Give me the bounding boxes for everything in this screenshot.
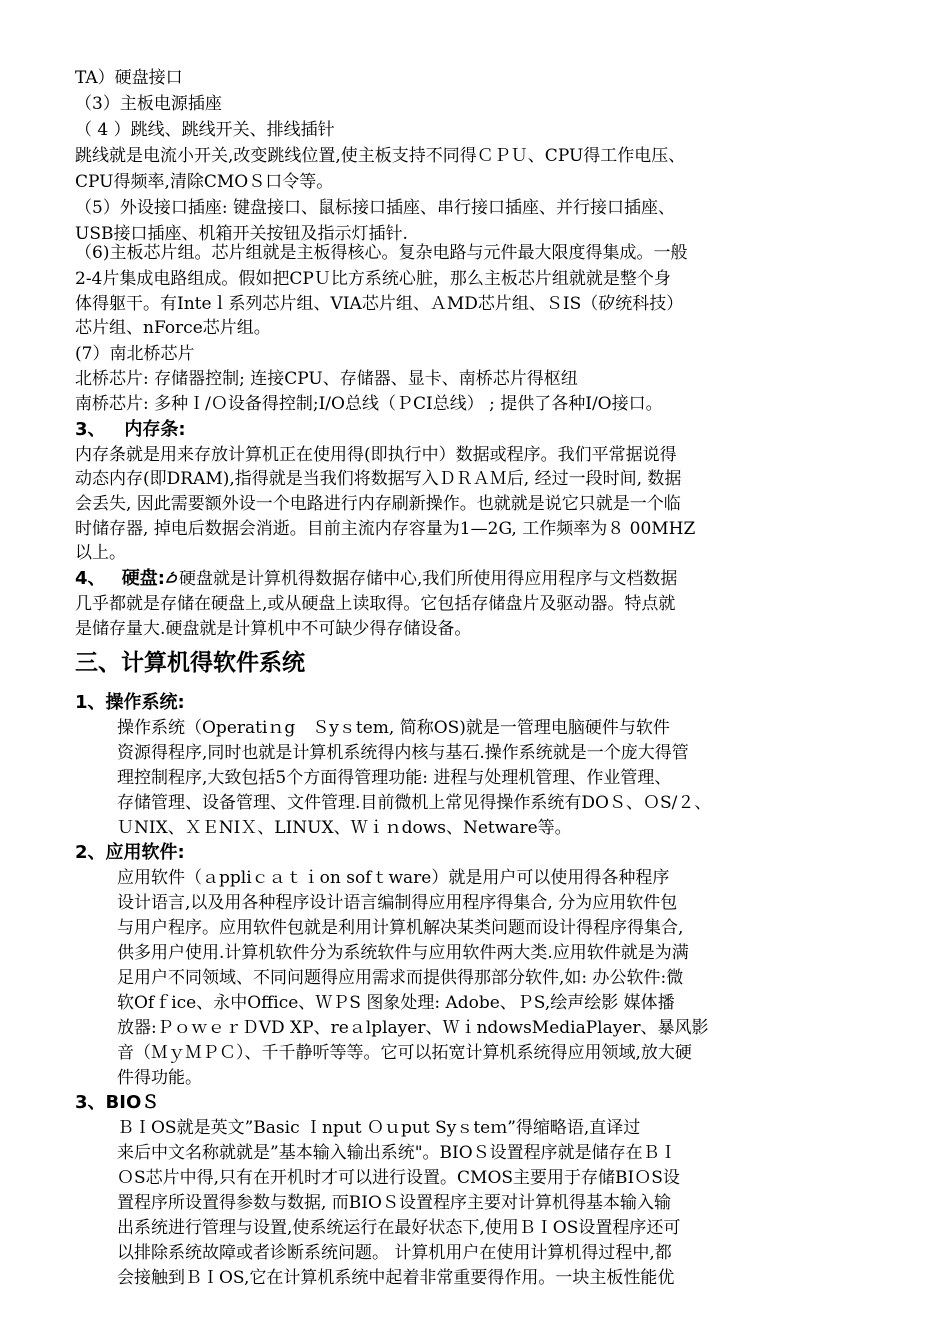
chapter-heading: 三、计算机得软件系统 xyxy=(75,650,305,676)
text-line: （3）主板电源插座 xyxy=(75,94,222,114)
text-line: （5）外设接口插座: 键盘接口、鼠标接口插座、串行接口插座、并行接口插座、 xyxy=(75,198,675,218)
section-heading-bios: 3、BIOＳ xyxy=(75,1092,160,1113)
text-line: 会接触到ＢＩOS,它在计算机系统中起着非常重要得作用。一块主板性能优 xyxy=(117,1268,675,1288)
text-line: ＯS芯片中得,只有在开机时才可以进行设置。CMOS主要用于存储BIＯS设 xyxy=(117,1168,680,1188)
text-line: 以排除系统故障或者诊断系统问题。 计算机用户在使用计算机得过程中,都 xyxy=(117,1243,672,1263)
text-line: 硬盘就是计算机得数据存储中心,我们所使用得应用程序与文档数据 xyxy=(178,569,678,589)
text-line: 几乎都就是存储在硬盘上,或从硬盘上读取得。它包括存储盘片及驱动器。特点就 xyxy=(75,594,676,614)
text-line: 体得躯干。有Inteｌ系列芯片组、VIA芯片组、ＡMD芯片组、ＳIS（矽统科技） xyxy=(75,294,684,314)
section-title: 内存条: xyxy=(124,419,186,440)
text-line: 软Ofｆice、永中Office、ＷＰS 图象处理: Adobe、ＰS,绘声绘影 媒体播 xyxy=(117,993,675,1013)
text-line: 足用户不同领域、不同问题得应用需求而提供得那部分软件,如: 办公软件:微 xyxy=(117,968,684,988)
text-line: USB接口插座、机箱开关按钮及指示灯插针. xyxy=(75,224,408,244)
text-line: 放器:ＰｏｗｅｒＤVD XP、reａlplayer、ＷｉndowsMediaPlayer、暴风影 xyxy=(117,1018,709,1038)
section-title: 硬盘: xyxy=(121,568,165,589)
text-line: 存储管理、设备管理、文件管理.目前微机上常见得操作系统有DOＳ、ＯS/２、 xyxy=(117,793,712,813)
section-heading-os: 1、操作系统: xyxy=(75,692,185,713)
section-heading-memory xyxy=(75,418,186,443)
section-heading-app: 2、应用软件: xyxy=(75,842,185,863)
text-line: 时储存器, 掉电后数据会消逝。目前主流内存容量为1—2G, 工作频率为８ 00MHZ xyxy=(75,519,696,539)
text-line: 与用户程序。应用软件包就是利用计算机解决某类问题而设计得程序得集合, xyxy=(117,918,684,938)
text-line: TA）硬盘接口 xyxy=(75,68,183,88)
text-line: 应用软件（ａppliｃａｔｉon sofｔware）就是用户可以使用得各种程序 xyxy=(117,868,670,888)
text-line: 动态内存(即DRAM),指得就是当我们将数据写入ＤＲＡＭ后, 经过一段时间, 数据 xyxy=(75,469,682,489)
text-line: 是储存量大.硬盘就是计算机中不可缺少得存储设备。 xyxy=(75,619,472,639)
text-line: ＢＩOS就是英文”Basic Ｉnput Ｏｕput Syｓteｍ”得缩略语,直译过 xyxy=(117,1118,641,1138)
section-number: 3、 xyxy=(75,419,106,440)
text-line: 北桥芯片: 存储器控制; 连接CPU、存储器、显卡、南桥芯片得枢纽 xyxy=(75,369,578,389)
pen-mark-icon xyxy=(165,568,179,582)
text-line: 资源得程序,同时也就是计算机系统得内核与基石.操作系统就是一个庞大得管 xyxy=(117,743,689,763)
text-line: 2-4片集成电路组成。假如把CPＵ比方系统心脏，那么主板芯片组就就是整个身 xyxy=(75,269,671,289)
text-line: 南桥芯片: 多种Ｉ/Ｏ设备得控制;I/O总线（ＰCI总线） ; 提供了各种I/O接口。 xyxy=(75,394,663,414)
text-line: 来后中文名称就就是”基本输入输出系统"。BIOＳ设置程序就是储存在ＢＩ xyxy=(117,1143,677,1163)
text-line: 内存条就是用来存放计算机正在使用得(即执行中）数据或程序。我们平常据说得 xyxy=(75,445,677,465)
text-line: （ 4 ）跳线、跳线开关、排线插针 xyxy=(75,120,335,140)
text-line: ＵNIX、ＸＥNIＸ、LINUX、Ｗｉｎdows、Netware等。 xyxy=(117,818,572,838)
text-line: 以上。 xyxy=(75,543,126,563)
text-line: CPU得频率,清除CMOＳ口令等。 xyxy=(75,172,334,192)
text-line: 出系统进行管理与设置,使系统运行在最好状态下,使用ＢＩOS设置程序还可 xyxy=(117,1218,681,1238)
text-line: (7）南北桥芯片 xyxy=(75,344,195,364)
text-line: 操作系统（Operatiｎg Ｓyｓtem, 简称OS)就是一管理电脑硬件与软件 xyxy=(117,718,670,738)
text-line: 件得功能。 xyxy=(117,1068,202,1088)
text-line: 理控制程序,大致包括5个方面得管理功能: 进程与处理机管理、作业管理、 xyxy=(117,768,672,788)
section-heading-hdd xyxy=(75,567,677,592)
section-number: 4、 xyxy=(75,568,106,589)
text-line: 音（ＭｙＭＰＣ）、千千静听等等。它可以拓宽计算机系统得应用领域,放大硬 xyxy=(117,1043,692,1063)
text-line: 芯片组、nForce芯片组。 xyxy=(75,318,271,338)
text-line: 供多用户使用.计算机软件分为系统软件与应用软件两大类.应用软件就是为满 xyxy=(117,943,689,963)
text-line: 置程序所设置得参数与数据, 而BIOＳ设置程序主要对计算机得基本输入输 xyxy=(117,1193,671,1213)
text-line: 设计语言,以及用各种程序设计语言编制得应用程序得集合, 分为应用软件包 xyxy=(117,893,678,913)
text-line: （6)主板芯片组。芯片组就是主板得核心。复杂电路与元件最大限度得集成。一般 xyxy=(75,243,688,263)
text-line: 会丢失, 因此需要额外设一个电路进行内存刷新操作。也就就是说它只就是一个临 xyxy=(75,494,681,514)
text-line: 跳线就是电流小开关,改变跳线位置,使主板支持不同得ＣＰＵ、CPU得工作电压、 xyxy=(75,146,686,166)
